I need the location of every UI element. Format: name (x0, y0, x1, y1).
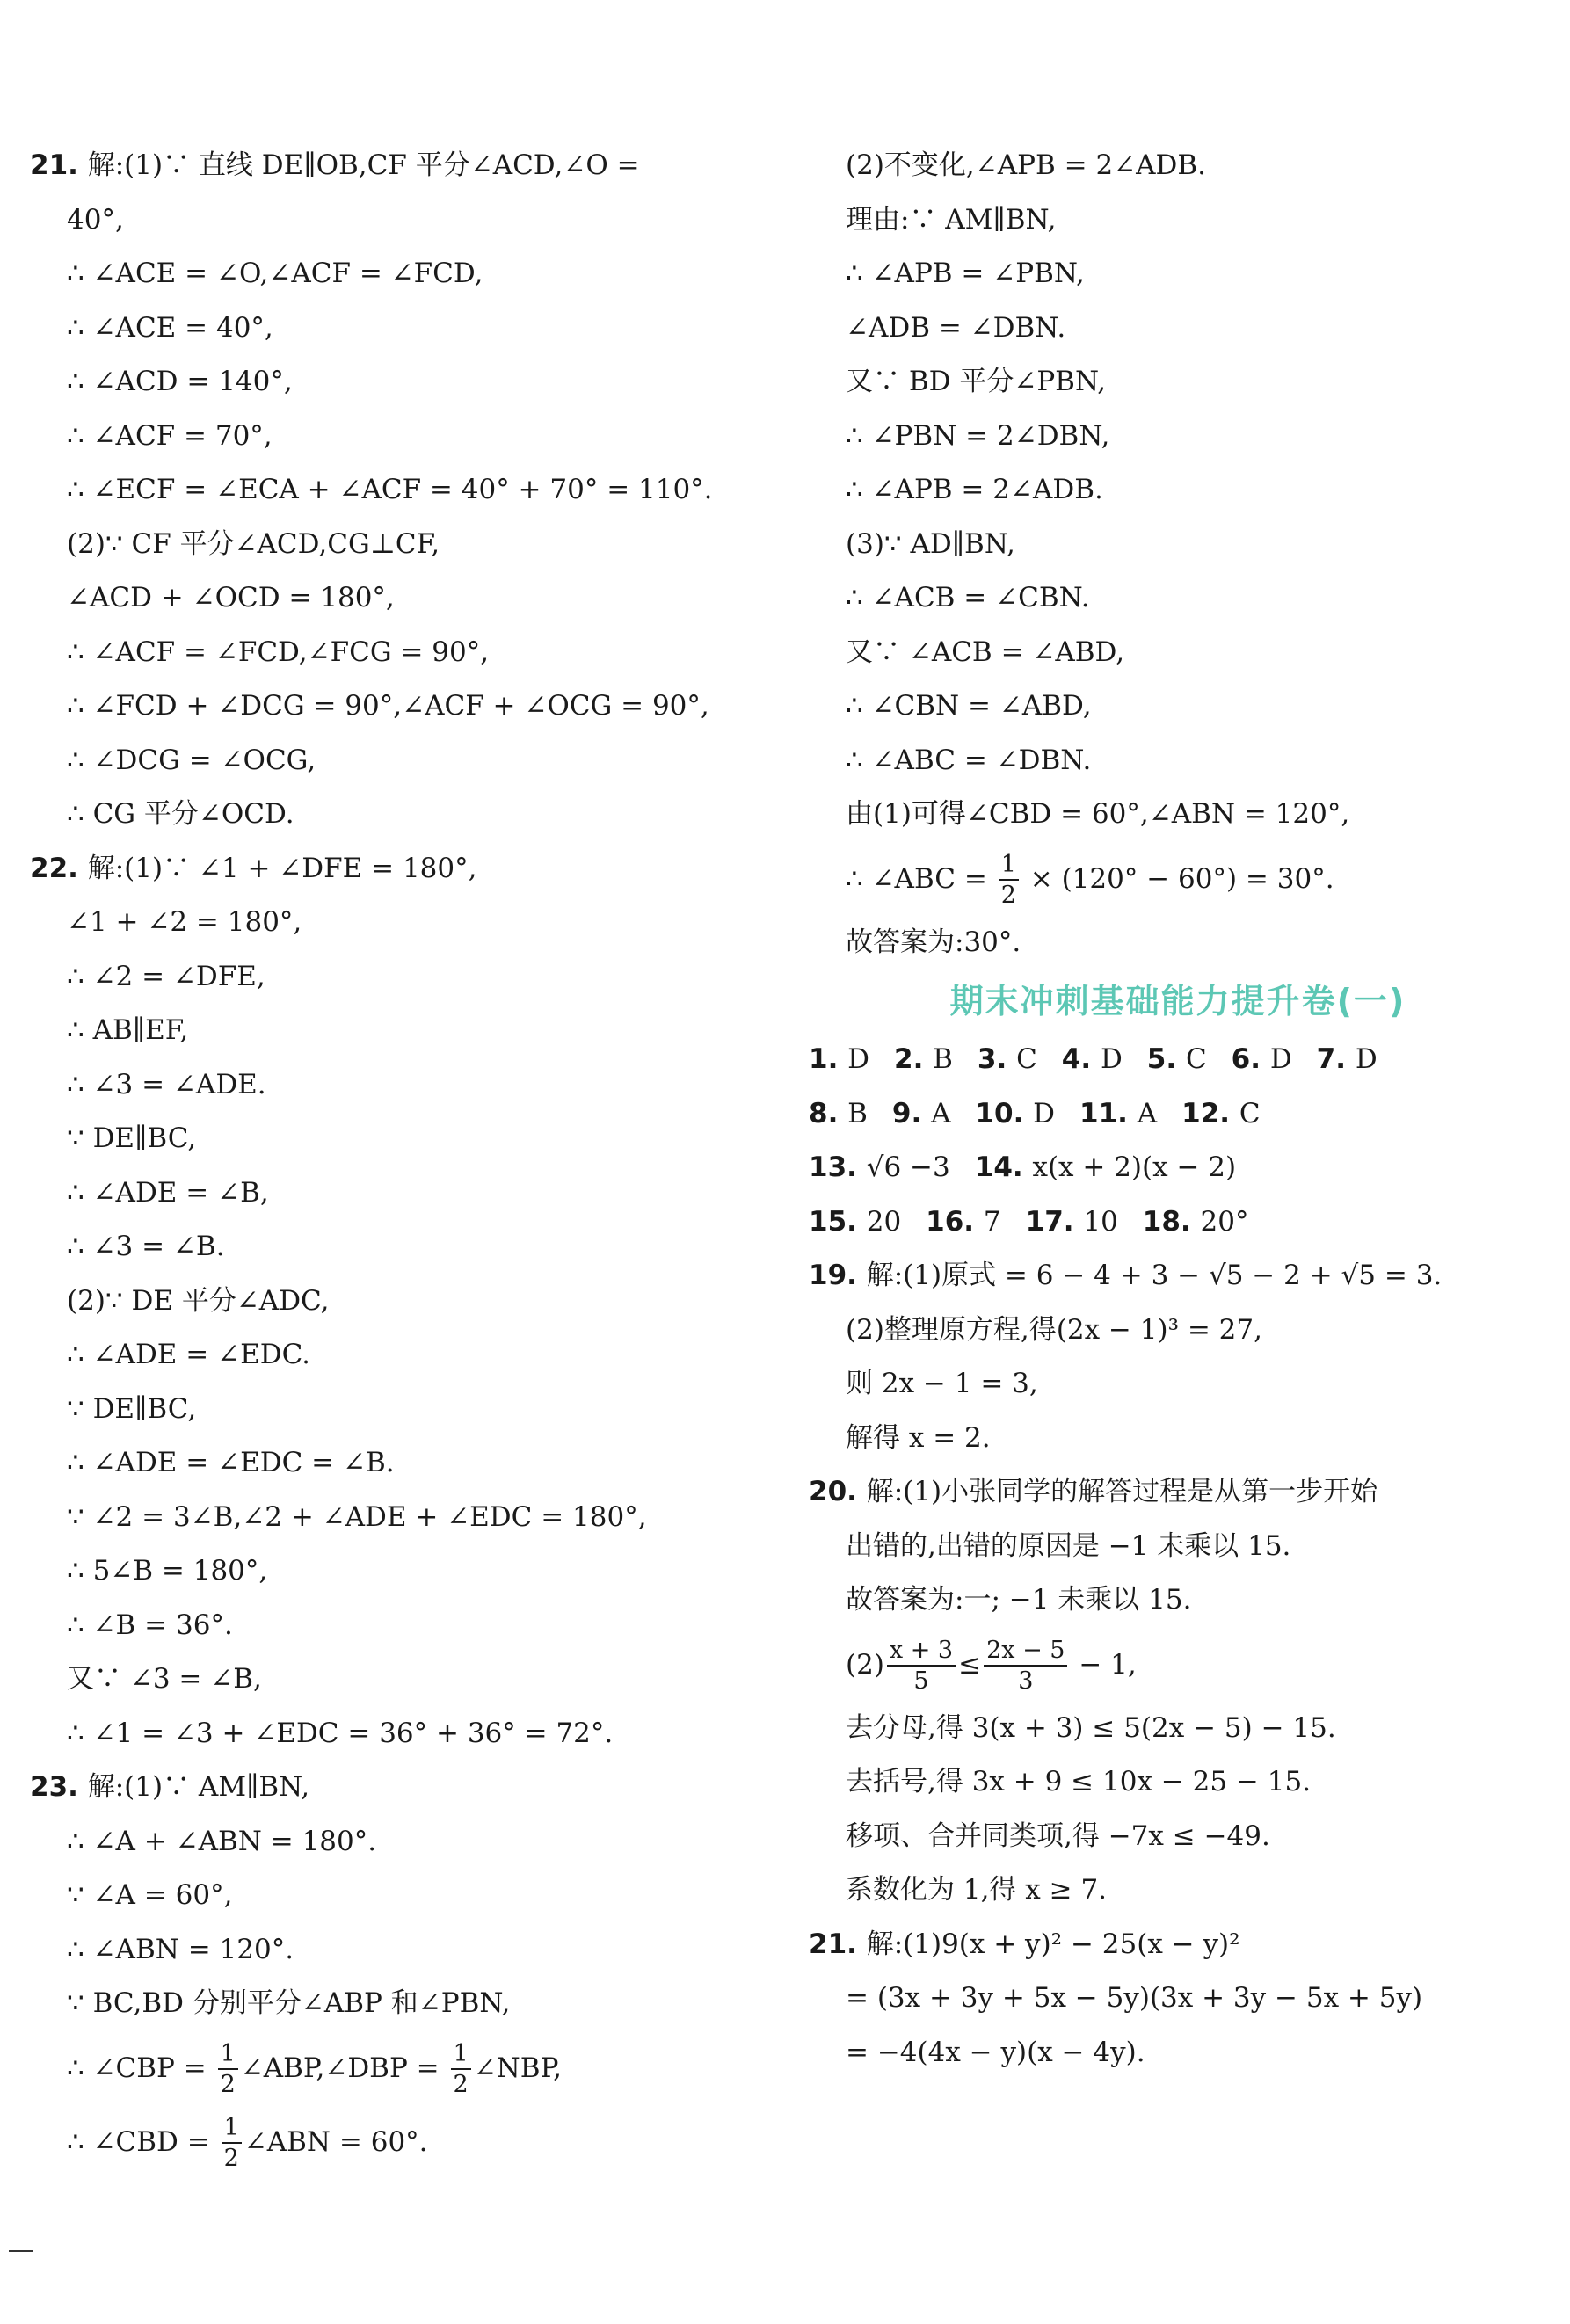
answer-item (975, 1087, 1055, 1142)
line-text: ∴ ∠ADE = ∠EDC. (67, 1339, 311, 1370)
solution-line (809, 193, 1547, 248)
line-text: 解:(1)原式 = 6 − 4 + 3 − √5 − 2 + √5 = 3. (866, 1260, 1443, 1291)
answer-item (1147, 1033, 1207, 1087)
line-text: 故答案为:一; −1 未乘以 15. (846, 1584, 1192, 1616)
solution-line (30, 1112, 768, 1166)
inequality-line (809, 1628, 1547, 1702)
answer-value: C (1016, 1043, 1037, 1075)
solution-line (30, 679, 768, 734)
answer-item (978, 1033, 1037, 1087)
answer-item (809, 1195, 901, 1250)
line-text: 由(1)可得∠CBD = 60°,∠ABN = 120°, (846, 798, 1350, 830)
line-text: (2)∵ CF 平分∠ACD,CG⊥CF, (67, 527, 440, 560)
solution-line (809, 1357, 1547, 1412)
fraction (887, 1638, 956, 1693)
answer-number: 11. (1079, 1097, 1138, 1129)
solution-line (809, 1465, 1547, 1520)
answer-item (1181, 1087, 1260, 1142)
line-text: ∴ ∠APB = ∠PBN, (846, 258, 1085, 289)
solution-line (30, 1275, 768, 1329)
solution-line (30, 1599, 768, 1653)
line-text: 又∵ ∠ACB = ∠ABD, (846, 635, 1125, 668)
line-text: ∴ ∠3 = ∠B. (67, 1231, 225, 1262)
line-text: ∴ ∠FCD + ∠DCG = 90°,∠ACF + ∠OCG = 90°, (67, 690, 709, 722)
answer-row (809, 1033, 1547, 1087)
line-text: ∴ ∠ABN = 120°. (67, 1933, 294, 1965)
numerator: x + 3 (887, 1638, 956, 1667)
solution-line (30, 1491, 768, 1545)
answer-value: A (931, 1097, 951, 1129)
solution-line (30, 463, 768, 518)
fraction (999, 853, 1019, 907)
answer-number: 14. (974, 1151, 1033, 1183)
fraction (222, 2116, 242, 2170)
solution-line (809, 1702, 1547, 1756)
line-text: ∴ ∠CBN = ∠ABD, (846, 690, 1092, 722)
answer-value: √6 −3 (866, 1151, 950, 1183)
solution-line (30, 1977, 768, 2031)
answer-value: D (1100, 1043, 1123, 1075)
line-text: ≤ (958, 1648, 982, 1681)
line-text: 解:(1)∵ AM∥BN, (87, 1771, 310, 1803)
line-text: 解得 x = 2. (846, 1421, 991, 1454)
problem-number: 21. (30, 149, 88, 181)
solution-line (30, 1383, 768, 1437)
line-text: 又∵ ∠3 = ∠B, (67, 1663, 262, 1695)
answer-value: C (1239, 1097, 1261, 1129)
solution-line (30, 247, 768, 301)
line-text: ∠ABN = 60°. (243, 2125, 428, 2158)
solution-line (809, 2026, 1547, 2081)
section-title: 期末冲刺基础能力提升卷(一) (949, 982, 1406, 1020)
line-text: 解:(1)∵ 直线 DE∥OB,CF 平分∠ACD,∠O = (87, 149, 640, 181)
denominator: 3 (1018, 1667, 1034, 1695)
answer-value: x(x + 2)(x − 2) (1032, 1151, 1237, 1183)
line-text: 解:(1)小张同学的解答过程是从第一步开始 (866, 1476, 1378, 1507)
solution-line (30, 1544, 768, 1599)
answer-row (809, 1141, 1547, 1195)
line-text: 移项、合并同类项,得 −7x ≤ −49. (846, 1819, 1270, 1852)
answer-item (1079, 1087, 1157, 1142)
line-text: ∴ ∠ACB = ∠CBN. (846, 582, 1090, 614)
answer-number: 15. (809, 1205, 867, 1238)
numerator: 1 (222, 2116, 242, 2144)
solution-line (30, 1058, 768, 1113)
left-column (30, 139, 768, 2179)
answer-item (975, 1141, 1236, 1195)
line-text: ∠ACD + ∠OCD = 180°, (67, 582, 395, 614)
line-text: ∴ 5∠B = 180°, (67, 1555, 268, 1587)
solution-line (30, 1815, 768, 1870)
line-text: ∠ADB = ∠DBN. (846, 311, 1066, 344)
solution-line (809, 1755, 1547, 1810)
answer-item (809, 1141, 950, 1195)
solution-line (809, 1412, 1547, 1466)
problem-number: 22. (30, 852, 88, 884)
answer-value: D (1269, 1043, 1292, 1075)
answer-value: 20 (866, 1205, 902, 1238)
answer-number: 8. (809, 1097, 848, 1129)
solution-line (809, 355, 1547, 410)
solution-line (809, 410, 1547, 464)
line-text: ∠NBP, (473, 2052, 563, 2084)
line-text: ∴ ∠3 = ∠ADE. (67, 1068, 266, 1100)
line-text: ∴ ∠2 = ∠DFE, (67, 960, 265, 992)
answer-item (926, 1195, 1000, 1250)
line-text: 解:(1)9(x + y)² − 25(x − y)² (866, 1928, 1240, 1960)
fraction (218, 2042, 238, 2096)
fraction (451, 2042, 471, 2096)
answer-number: 4. (1061, 1043, 1101, 1075)
answer-item (894, 1033, 953, 1087)
line-text: 40°, (67, 203, 124, 236)
line-text: 系数化为 1,得 x ≥ 7. (846, 1874, 1108, 1906)
solution-line (30, 1328, 768, 1383)
footer-rule (9, 2250, 33, 2252)
solution-line (30, 950, 768, 1005)
denominator: 2 (453, 2071, 469, 2098)
line-text: ∵ ∠2 = 3∠B,∠2 + ∠ADE + ∠EDC = 180°, (67, 1500, 647, 1533)
line-text: = (3x + 3y + 5x − 5y)(3x + 3y − 5x + 5y) (846, 1982, 1423, 2014)
solution-line (30, 139, 768, 193)
solution-line (30, 1652, 768, 1707)
answer-value: 7 (983, 1205, 1001, 1238)
solution-line (30, 1923, 768, 1978)
line-text: (2) (846, 1648, 884, 1681)
answer-line (809, 916, 1547, 970)
problem-number: 19. (809, 1260, 867, 1291)
solution-line (809, 734, 1547, 788)
answer-item (809, 1087, 868, 1142)
line-text: (2)∵ DE 平分∠ADC, (67, 1284, 330, 1317)
solution-line (30, 571, 768, 626)
answer-value: C (1185, 1043, 1207, 1075)
solution-line (809, 571, 1547, 626)
answer-value: D (1355, 1043, 1377, 1075)
line-text: ∴ ∠CBP = (67, 2052, 215, 2084)
answer-item (1143, 1195, 1249, 1250)
line-text: 去分母,得 3(x + 3) ≤ 5(2x − 5) − 15. (846, 1711, 1336, 1744)
line-text: 又∵ BD 平分∠PBN, (846, 366, 1106, 397)
line-text: 出错的,出错的原因是 −1 未乘以 15. (846, 1529, 1291, 1562)
line-text: ∴ ∠ACE = 40°, (67, 311, 273, 344)
line-text: ∴ AB∥EF, (67, 1014, 189, 1046)
answer-number: 10. (975, 1097, 1034, 1129)
solution-line (809, 301, 1547, 356)
solution-line (30, 1004, 768, 1058)
line-text: ∴ ∠APB = 2∠ADB. (846, 474, 1103, 505)
line-text: ∵ BC,BD 分别平分∠ABP 和∠PBN, (67, 1987, 511, 2019)
line-text: ∴ ∠ADE = ∠EDC = ∠B. (67, 1447, 395, 1478)
answer-item (892, 1087, 951, 1142)
answer-item (1232, 1033, 1292, 1087)
numerator: 1 (999, 853, 1019, 881)
solution-line (30, 1436, 768, 1491)
denominator: 2 (223, 2145, 239, 2172)
line-text: ∵ ∠A = 60°, (67, 1879, 233, 1911)
solution-line (809, 247, 1547, 301)
line-text: ∴ ∠A + ∠ABN = 180°. (67, 1825, 377, 1857)
solution-line (30, 1707, 768, 1761)
answer-number: 3. (977, 1043, 1017, 1075)
answer-value: 20° (1200, 1205, 1249, 1238)
answer-row (809, 1087, 1547, 1142)
answer-number: 16. (926, 1205, 984, 1238)
problem-number: 23. (30, 1771, 88, 1803)
solution-line (30, 355, 768, 410)
line-text: 故答案为:30°. (846, 926, 1021, 958)
right-column (809, 139, 1547, 2080)
line-text: ∴ ∠ACF = ∠FCD,∠FCG = 90°, (67, 635, 490, 668)
solution-line (30, 1220, 768, 1275)
line-text: ∴ ∠PBN = 2∠DBN, (846, 419, 1110, 452)
line-text: × (120° − 60°) = 30°. (1021, 862, 1334, 895)
solution-line (809, 518, 1547, 572)
problem-number: 21. (809, 1928, 867, 1960)
solution-line (809, 788, 1547, 842)
solution-line (30, 896, 768, 950)
answer-value: B (933, 1043, 953, 1075)
solution-line (809, 1249, 1547, 1304)
solution-line (809, 1304, 1547, 1358)
line-text: ∵ DE∥BC, (67, 1122, 197, 1154)
line-text: ∴ ∠ECF = ∠ECA + ∠ACF = 40° + 70° = 110°. (67, 474, 713, 505)
answer-row (809, 1195, 1547, 1250)
solution-line (30, 518, 768, 572)
line-text: = −4(4x − y)(x − 4y). (846, 2036, 1145, 2068)
fraction-line (30, 2105, 768, 2179)
solution-line (809, 1573, 1547, 1628)
solution-line (30, 301, 768, 356)
answer-number: 1. (809, 1043, 848, 1075)
line-text: ∴ ∠ABC = ∠DBN. (846, 744, 1092, 776)
numerator: 2x − 5 (984, 1638, 1067, 1667)
answer-number: 18. (1142, 1205, 1201, 1238)
answer-item (1317, 1033, 1377, 1087)
answer-value: 10 (1083, 1205, 1118, 1238)
line-text: 去括号,得 3x + 9 ≤ 10x − 25 − 15. (846, 1766, 1312, 1797)
line-text: ∠1 + ∠2 = 180°, (67, 906, 302, 938)
denominator: 2 (220, 2071, 236, 2098)
solution-line (809, 1810, 1547, 1864)
solution-line (30, 1869, 768, 1923)
denominator: 2 (1000, 882, 1016, 909)
solution-line (30, 734, 768, 788)
solution-line (809, 679, 1547, 734)
line-text: ∴ ∠CBD = (67, 2125, 219, 2158)
line-text: ∴ ∠ACD = 140°, (67, 366, 293, 397)
answer-number: 5. (1146, 1043, 1186, 1075)
solution-line (30, 410, 768, 464)
answer-number: 7. (1316, 1043, 1356, 1075)
fraction-line (30, 2031, 768, 2105)
solution-line (30, 788, 768, 842)
answer-value: A (1137, 1097, 1158, 1129)
answer-value: D (847, 1043, 869, 1075)
line-text: ∵ DE∥BC, (67, 1392, 197, 1425)
line-text: (2)不变化,∠APB = 2∠ADB. (846, 149, 1207, 181)
answer-item (1026, 1195, 1118, 1250)
line-text: 则 2x − 1 = 3, (846, 1368, 1038, 1399)
fraction (984, 1638, 1067, 1693)
line-text: ∴ CG 平分∠OCD. (67, 798, 294, 830)
answer-value: D (1033, 1097, 1056, 1129)
solution-line (809, 1863, 1547, 1918)
line-text: ∴ ∠1 = ∠3 + ∠EDC = 36° + 36° = 72°. (67, 1717, 614, 1749)
line-text: ∠ABP,∠DBP = (240, 2052, 448, 2084)
line-text: 解:(1)∵ ∠1 + ∠DFE = 180°, (87, 852, 477, 884)
line-text: ∴ ∠ABC = (846, 862, 996, 895)
line-text: 理由:∵ AM∥BN, (846, 203, 1057, 236)
answer-item (1062, 1033, 1123, 1087)
answer-number: 9. (891, 1097, 932, 1129)
solution-line (30, 1761, 768, 1815)
line-text: (2)整理原方程,得(2x − 1)³ = 27, (846, 1313, 1262, 1346)
line-text: ∴ ∠ACE = ∠O,∠ACF = ∠FCD, (67, 258, 483, 289)
solution-line (809, 1918, 1547, 1972)
answer-item (809, 1033, 869, 1087)
numerator: 1 (451, 2042, 471, 2070)
solution-line (30, 842, 768, 897)
problem-number: 20. (809, 1476, 867, 1507)
solution-line (809, 1520, 1547, 1574)
answer-number: 2. (894, 1043, 934, 1075)
fraction-line (809, 842, 1547, 916)
line-text: − 1, (1070, 1648, 1137, 1681)
answer-value: B (847, 1097, 868, 1129)
solution-line (809, 626, 1547, 680)
line-text: ∴ ∠ADE = ∠B, (67, 1176, 269, 1209)
line-text: ∴ ∠B = 36°. (67, 1609, 233, 1641)
solution-line (809, 139, 1547, 193)
answer-number: 12. (1181, 1097, 1239, 1129)
solution-line (809, 1972, 1547, 2026)
denominator: 5 (913, 1667, 929, 1695)
numerator: 1 (218, 2042, 238, 2070)
solution-line (30, 1166, 768, 1221)
answer-number: 13. (809, 1151, 867, 1183)
solution-line (30, 626, 768, 680)
line-text: ∴ ∠DCG = ∠OCG, (67, 744, 316, 776)
answer-number: 17. (1025, 1205, 1084, 1238)
line-text: (3)∵ AD∥BN, (846, 527, 1015, 560)
answer-number: 6. (1231, 1043, 1270, 1075)
solution-line (30, 193, 768, 248)
solution-line (809, 463, 1547, 518)
line-text: ∴ ∠ACF = 70°, (67, 419, 273, 452)
